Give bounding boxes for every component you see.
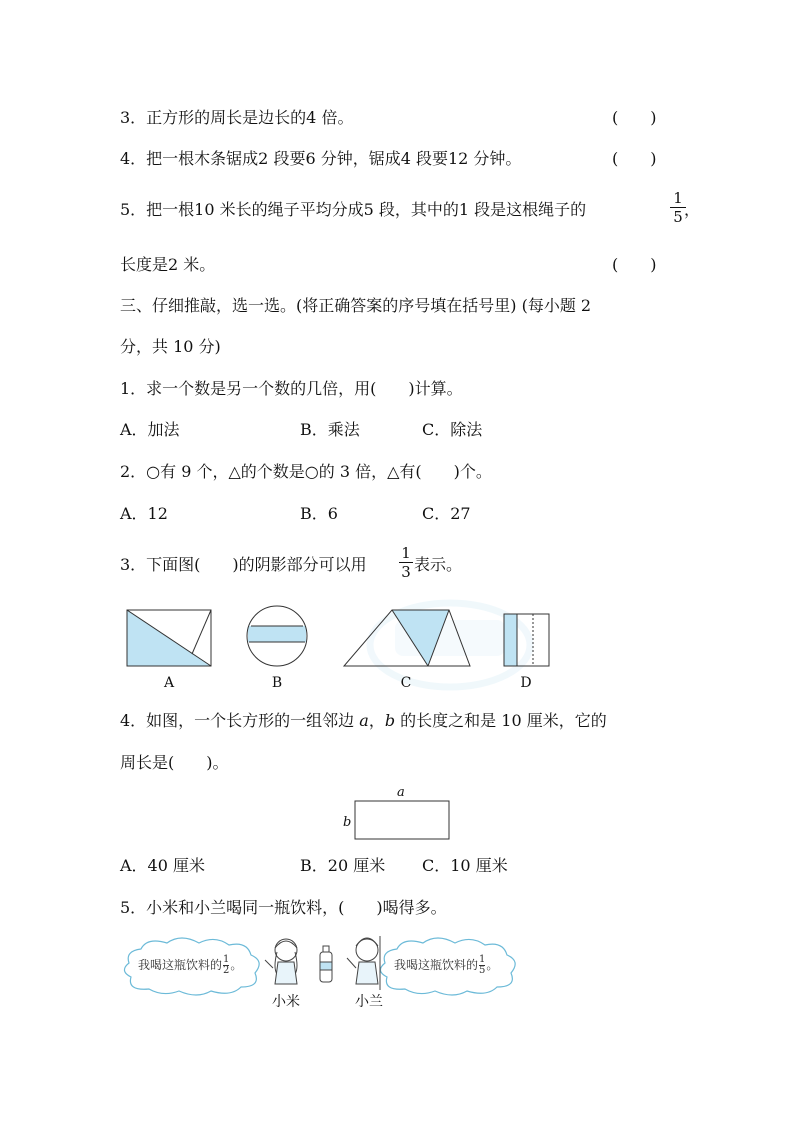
period: 。 (486, 958, 499, 972)
judge-q5-line2: 长度是2 米。 (120, 255, 216, 274)
left-bubble-text (138, 955, 242, 976)
q4-sep: ， (368, 711, 385, 730)
q4-text: 4．如图，一个长方形的一组邻边 (120, 711, 360, 730)
choice-q2: 2．○有 9 个，△的个数是○的 3 倍，△有( )个。 (120, 462, 492, 481)
answer-paren-q5[interactable]: ( ) (612, 255, 657, 274)
girl-xiaomi-icon (265, 939, 297, 984)
choice-q4-line1 (120, 711, 607, 731)
choice-q4-line2: 周长是( )。 (120, 753, 229, 772)
option-a[interactable]: A．12 (120, 504, 168, 523)
q4-text-end: 的长度之和是 10 厘米，它的 (395, 711, 607, 730)
right-bubble-label: 我喝这瓶饮料的 (394, 958, 479, 972)
bottle-icon (320, 946, 332, 982)
fraction-one-fifth-small (479, 955, 485, 976)
judge-q3: 3．正方形的周长是边长的4 倍。 (120, 108, 354, 127)
rect-label-b: b (343, 815, 352, 830)
fraction-denominator: 5 (479, 965, 486, 976)
choice-q1: 1．求一个数是另一个数的几倍，用( )计算。 (120, 379, 463, 398)
choice-q3-text: 3．下面图( )的阴影部分可以用 (120, 555, 367, 574)
fraction-numerator: 1 (479, 954, 486, 965)
var-a: a (359, 711, 369, 730)
figure-c-label: C (400, 675, 412, 691)
child-xiaolan-icon (347, 936, 380, 990)
option-a[interactable]: A．40 厘米 (120, 856, 206, 875)
name-xiaomi: 小米 (272, 994, 300, 1010)
rectangle-figure (355, 801, 449, 839)
figure-a[interactable] (127, 610, 211, 666)
answer-paren-q3[interactable]: ( ) (612, 108, 657, 127)
judge-q4: 4．把一根木条锯成2 段要6 分钟，锯成4 段要12 分钟。 (120, 149, 522, 168)
fraction-denominator: 3 (399, 562, 413, 581)
figure-b-label: B (271, 675, 283, 691)
figure-d-label: D (520, 675, 532, 691)
fraction-denominator: 5 (670, 207, 686, 226)
period: 。 (230, 958, 243, 972)
right-bubble-text (394, 955, 498, 976)
option-c[interactable]: C．27 (422, 504, 471, 523)
judge-q5-line1: 5．把一根10 米长的绳子平均分成5 段，其中的1 段是这根绳子的 (120, 200, 587, 219)
option-c[interactable]: C．除法 (422, 420, 483, 439)
comma: ， (684, 200, 701, 219)
choice-q3-text-end: 表示。 (414, 555, 463, 574)
var-b: b (384, 711, 396, 730)
answer-paren-q4[interactable]: ( ) (612, 149, 657, 168)
option-a[interactable]: A．加法 (120, 420, 180, 439)
name-xiaolan: 小兰 (355, 994, 383, 1010)
rect-label-a: a (397, 785, 405, 800)
figure-a-label: A (163, 675, 175, 691)
fraction-numerator: 1 (673, 189, 683, 207)
fraction-numerator: 1 (223, 954, 230, 965)
option-b[interactable]: B．乘法 (300, 420, 360, 439)
choice-q5: 5．小米和小兰喝同一瓶饮料，( )喝得多。 (120, 898, 447, 917)
section3-heading: 三、仔细推敲，选一选。(将正确答案的序号填在括号里) (每小题 2 (120, 296, 592, 315)
fraction-numerator: 1 (401, 544, 411, 562)
option-b[interactable]: B．6 (300, 504, 338, 523)
option-c[interactable]: C．10 厘米 (422, 856, 508, 875)
fraction-denominator: 2 (223, 965, 230, 976)
option-b[interactable]: B．20 厘米 (300, 856, 386, 875)
section3-heading-cont: 分，共 10 分) (120, 337, 221, 356)
fraction-one-half (223, 955, 229, 976)
figure-b[interactable] (247, 606, 307, 666)
left-bubble-label: 我喝这瓶饮料的 (138, 958, 223, 972)
